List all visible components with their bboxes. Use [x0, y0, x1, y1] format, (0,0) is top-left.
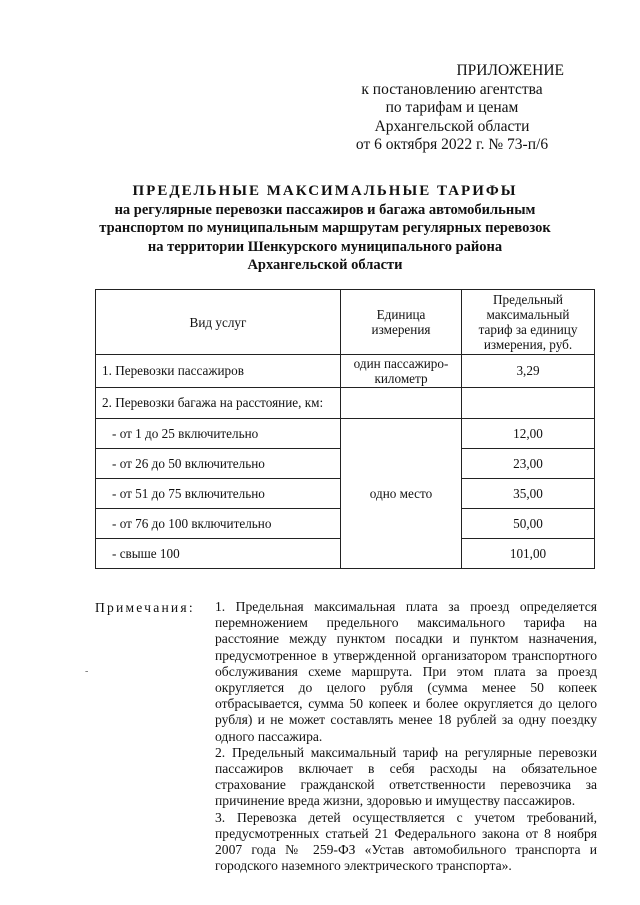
- notes-block: [215, 599, 597, 874]
- cell-service: 2. Перевозки багажа на расстояние, км:: [96, 388, 341, 419]
- cell-service: - свыше 100: [96, 539, 341, 569]
- cell-unit: одно место: [341, 419, 462, 569]
- title-line: Архангельской области: [247, 257, 403, 273]
- cell-tariff: 23,00: [462, 449, 595, 479]
- notes-label: Примечания:: [95, 600, 195, 615]
- annex-line: к постановлению агентства: [361, 80, 543, 98]
- cell-tariff: [462, 388, 595, 419]
- tariff-table: [95, 289, 595, 569]
- annex-line: Архангельской области: [374, 117, 530, 135]
- title-main: ПРЕДЕЛЬНЫЕ МАКСИМАЛЬНЫЕ ТАРИФЫ: [132, 183, 518, 199]
- annex-heading: ПРИЛОЖЕНИЕ: [456, 62, 564, 79]
- cell-service: 1. Перевозки пассажиров: [96, 355, 341, 388]
- title-line: транспортом по муниципальным маршрутам регулярных перевозок: [99, 220, 551, 236]
- note-item: 3. Перевозка детей осуществляется с учетом требований, предусмотренных статьей 21 Федерального закона от 8 ноября 2007 года № 259-ФЗ «Устав автомобильного транспорта и городского наземного электрического транспорта».: [215, 809, 597, 874]
- title-line: на регулярные перевозки пассажиров и багажа автомобильным: [114, 201, 536, 218]
- cell-tariff: 101,00: [462, 539, 595, 569]
- cell-tariff: 50,00: [462, 509, 595, 539]
- cell-tariff: 12,00: [462, 419, 595, 449]
- note-item: 1. Предельная максимальная плата за проезд определяется перемножением предельного максимального тарифа на расстояние между пунктом посадки и пунктом назначения, предусмотренное в утвержденной организатором транспортного обслуживания схеме маршрута. При этом плата за проезд округляется до целого рубля (сумма менее 50 копеек отбрасывается, сумма 50 копеек и более округляется до целого рубля) и не может составлять менее 18 рублей за одну поездку одного пассажира.: [215, 599, 597, 744]
- cell-unit: один пассажиро-километр: [341, 355, 462, 388]
- cell-unit: [341, 388, 462, 419]
- cell-service: - от 26 до 50 включительно: [96, 449, 341, 479]
- header-unit: Единица измерения: [341, 290, 462, 355]
- document-title: [80, 182, 570, 275]
- header-service: Вид услуг: [96, 290, 341, 355]
- header-tariff: Предельный максимальный тариф за единицу измерения, руб.: [462, 290, 595, 355]
- cell-service: - от 76 до 100 включительно: [96, 509, 341, 539]
- cell-service: - от 1 до 25 включительно: [96, 419, 341, 449]
- cell-service: - от 51 до 75 включительно: [96, 479, 341, 509]
- table-row: [96, 355, 595, 388]
- annex-line: по тарифам и ценам: [385, 99, 519, 116]
- cell-tariff: 3,29: [462, 355, 595, 388]
- table-header-row: [96, 290, 595, 355]
- note-item: 2. Предельный максимальный тариф на регулярные перевозки пассажиров включает в себя расходы на обязательное страхование гражданской ответственности перевозчика за причинение вреда жизни, здоровью и имуществу пассажиров.: [215, 744, 597, 809]
- annex-line: от 6 октября 2022 г. № 73-п/6: [355, 136, 549, 153]
- table-row: [96, 388, 595, 419]
- annex-block: [322, 62, 582, 155]
- title-line: на территории Шенкурского муниципального района: [147, 238, 503, 255]
- scan-mark: -: [85, 666, 89, 677]
- table-row: [96, 419, 595, 449]
- cell-tariff: 35,00: [462, 479, 595, 509]
